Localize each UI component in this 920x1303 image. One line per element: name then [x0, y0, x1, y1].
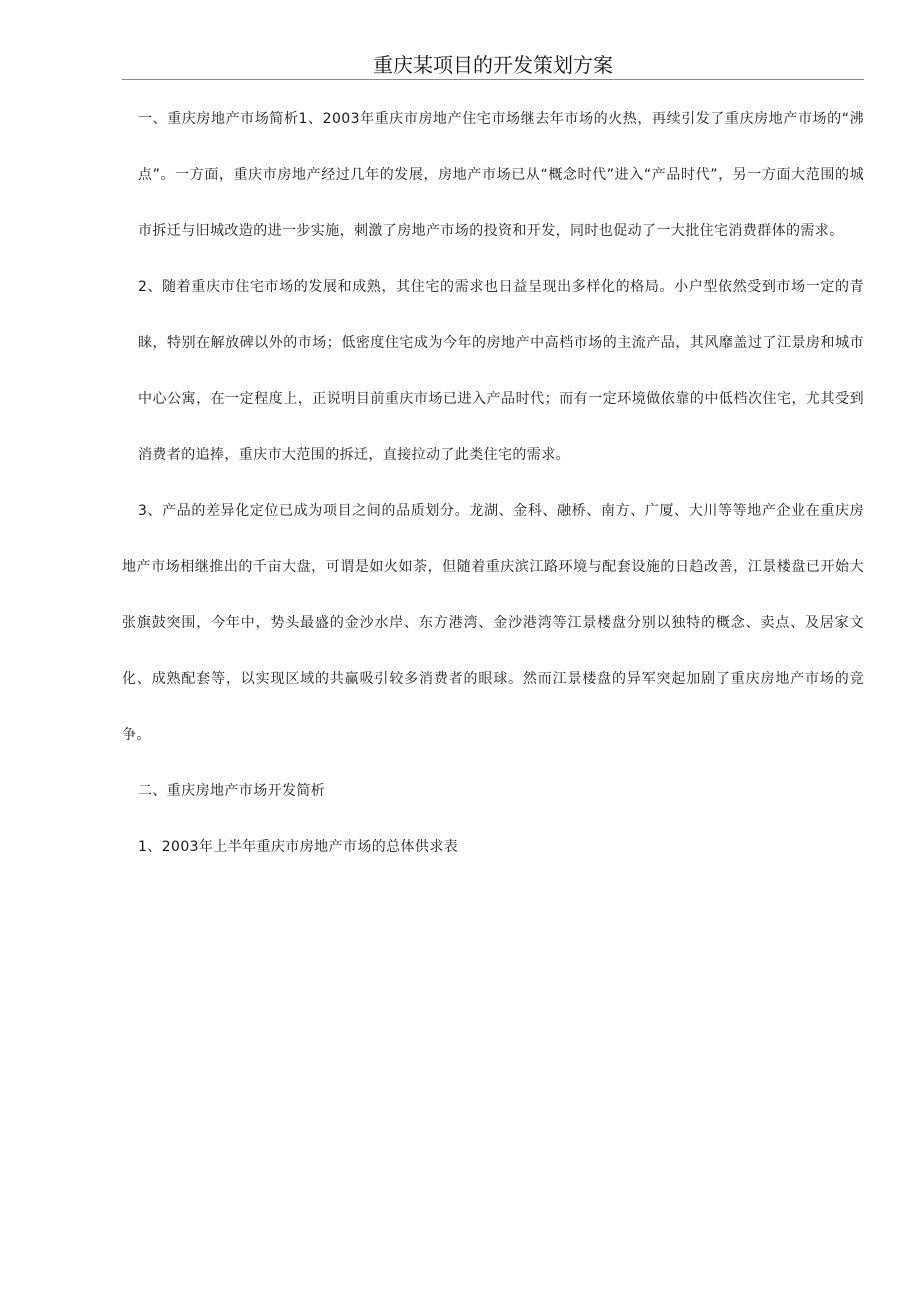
section-heading-development: 二、重庆房地产市场开发简析 [138, 783, 326, 799]
subsection-heading-supply-demand: 1、2003年上半年重庆市房地产市场的总体供求表 [138, 839, 459, 855]
title-underline [122, 79, 864, 80]
document-body [122, 91, 864, 875]
paragraph-market-overview: 一、重庆房地产市场简析1、2003年重庆市房地产住宅市场继去年市场的火热，再续引发了重庆房地产市场的“沸点”。一方面，重庆市房地产经过几年的发展，房地产市场已从“概念时代”进入“产品时代”，另一方面大范围的城市拆迁与旧城改造的进一步实施，刺激了房地产市场的投资和开发，同时也促动了一大批住宅消费群体的需求。 [138, 111, 864, 239]
paragraph-housing-demand: 2、随着重庆市住宅市场的发展和成熟，其住宅的需求也日益呈现出多样化的格局。小户型依然受到市场一定的青睐，特别在解放碑以外的市场；低密度住宅成为今年的房地产中高档市场的主流产品，其风靡盖过了江景房和城市中心公寓，在一定程度上，正说明目前重庆市场已进入产品时代；而有一定环境做依靠的中低档次住宅，尤其受到消费者的追捧，重庆市大范围的拆迁，直接拉动了此类住宅的需求。 [138, 279, 864, 463]
page-title: 重庆某项目的开发策划方案 [373, 53, 613, 77]
paragraph-product-differentiation: 3、产品的差异化定位已成为项目之间的品质划分。龙湖、金科、融桥、南方、广厦、大川等等地产企业在重庆房地产市场相继推出的千亩大盘，可谓是如火如荼，但随着重庆滨江路环境与配套设施的日趋改善，江景楼盘已开始大张旗鼓突围，今年中，势头最盛的金沙水岸、东方港湾、金沙港湾等江景楼盘分别以独特的概念、卖点、及居家文化、成熟配套等，以实现区域的共赢吸引较多消费者的眼球。然而江景楼盘的异军突起加剧了重庆房地产市场的竞争。 [122, 503, 864, 743]
